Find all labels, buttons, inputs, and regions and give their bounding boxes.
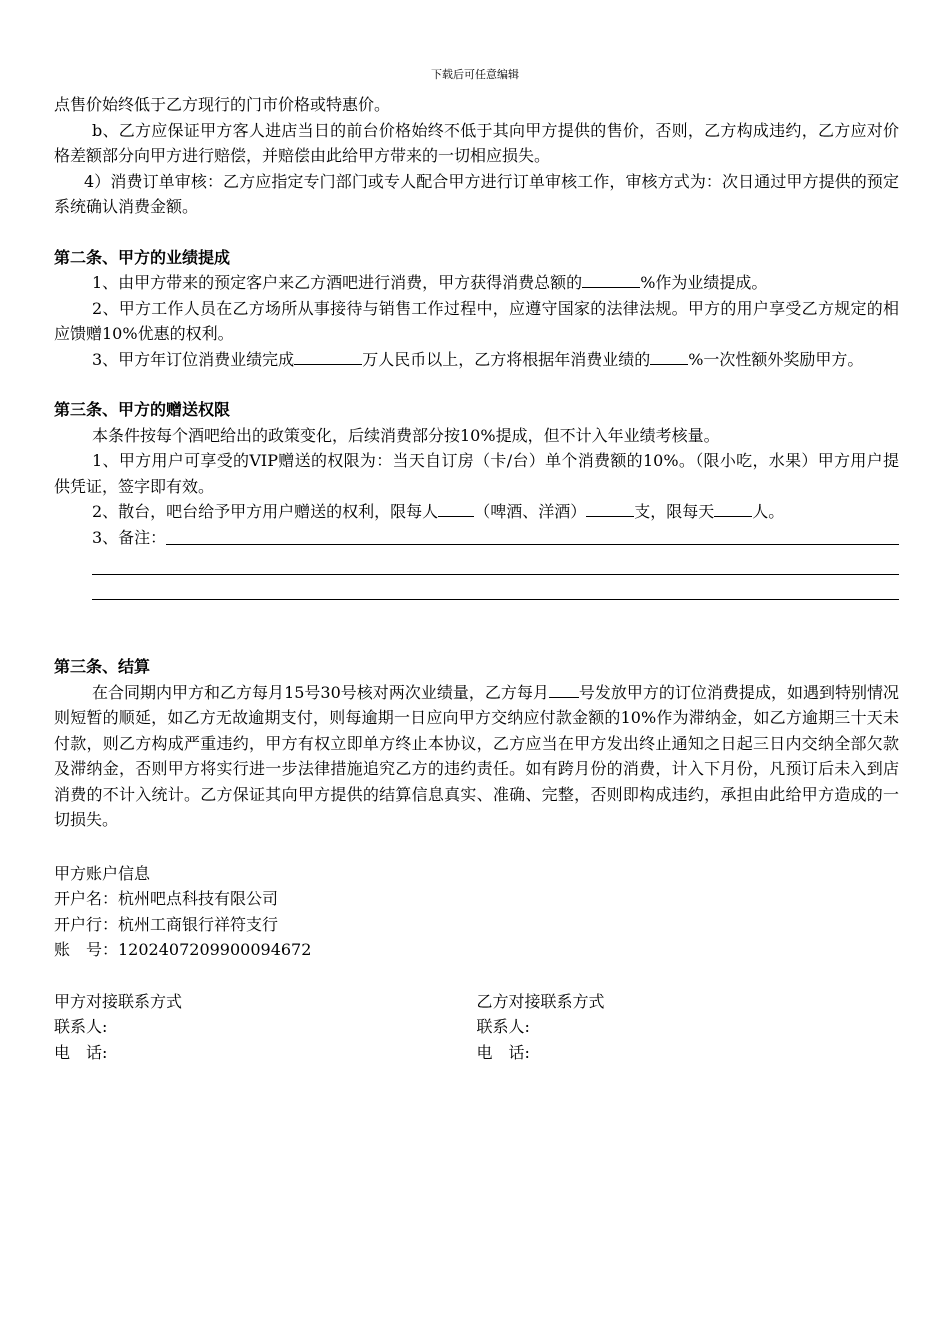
text: %作为业绩提成。 xyxy=(640,273,768,292)
account-number: 账 号：1202407209900094672 xyxy=(54,940,312,959)
text: （啤酒、洋酒） xyxy=(474,502,587,521)
paragraph xyxy=(54,680,899,833)
contact-phone: 电 话: xyxy=(476,1042,530,1062)
paragraph xyxy=(54,270,899,296)
remarks-row xyxy=(54,525,899,551)
text: 人。 xyxy=(752,502,785,521)
fill-blank[interactable] xyxy=(438,500,474,517)
text: 万人民币以上，乙方将根据年消费业绩的 xyxy=(362,349,651,369)
paragraph: 点售价始终低于乙方现行的门市价格或特惠价。 xyxy=(54,95,391,114)
text: 2、散台，吧台给予甲方用户赠送的权利，限每人 xyxy=(92,502,439,521)
remarks-line[interactable] xyxy=(92,550,899,575)
remarks-line[interactable] xyxy=(92,575,899,600)
page-header: 下载后可任意编辑 xyxy=(431,68,519,81)
fill-blank[interactable] xyxy=(294,348,362,365)
section-title: 第三条、甲方的赠送权限 xyxy=(54,400,231,419)
fill-blank[interactable] xyxy=(650,348,688,365)
fill-blank[interactable] xyxy=(582,271,640,288)
paragraph: 本条件按每个酒吧给出的政策变化，后续消费部分按10%提成，但不计入年业绩考核量。 xyxy=(92,425,720,445)
contact-party-b xyxy=(477,989,900,1066)
paragraph: 1、甲方用户可享受的VIP赠送的权限为：当天自订房（卡/台）单个消费额的10%。（限小吃，水果）甲方用户提供凭证，签字即有效。 xyxy=(54,451,899,496)
paragraph xyxy=(54,499,899,525)
remarks-field[interactable] xyxy=(166,525,899,546)
text: 在合同期内甲方和乙方每月15号30号核对两次业绩量，乙方每月 xyxy=(92,682,549,702)
account-info xyxy=(54,861,899,963)
document-body xyxy=(54,92,899,1065)
contact-title: 乙方对接联系方式 xyxy=(476,991,605,1011)
paragraph: 2、甲方工作人员在乙方场所从事接待与销售工作过程中，应遵守国家的法律法规。甲方的用户享受乙方规定的相应馈赠10%优惠的权利。 xyxy=(54,298,899,343)
contact-phone: 电 话: xyxy=(54,1042,108,1062)
text: 1、由甲方带来的预定客户来乙方酒吧进行消费，甲方获得消费总额的 xyxy=(92,273,583,292)
paragraph: b、乙方应保证甲方客人进店当日的前台价格始终不低于其向甲方提供的售价，否则，乙方构成违约，乙方应对价格差额部分向甲方进行赔偿，并赔偿由此给甲方带来的一切相应损失。 xyxy=(54,120,899,165)
text: 号发放甲方的订位消费提成，如遇到特别情况则短暂的顺延，如乙方无故逾期支付，则每逾期一日应向甲方交纳应付款金额的10%作为滞纳金，如乙方逾期三十天未付款，则乙方构成严重违约，甲方有权立即单方终止本协议，乙方应当在甲方发出终止通知之日起三日内交纳全部欠款及滞纳金，否则甲方将实行进一步法律措施追究乙方的违约责任。如有跨月份的消费，计入下月份，凡预订后未入到店消费的不计入统计。乙方保证其向甲方提供的结算信息真实、准确、完整，否则即构成违约，承担由此给甲方造成的一切损失。 xyxy=(54,682,899,829)
account-title: 甲方账户信息 xyxy=(54,863,151,883)
section-title: 第二条、甲方的业绩提成 xyxy=(54,247,231,267)
contacts xyxy=(54,989,899,1066)
account-name: 开户名：杭州吧点科技有限公司 xyxy=(54,889,279,908)
contact-party-a xyxy=(54,989,477,1066)
fill-blank[interactable] xyxy=(549,681,579,698)
fill-blank[interactable] xyxy=(586,500,634,517)
remarks-label: 3、备注： xyxy=(92,527,167,547)
fill-blank[interactable] xyxy=(714,500,752,517)
section-title: 第三条、结算 xyxy=(54,657,151,676)
text: 支，限每天 xyxy=(634,502,715,521)
contact-person: 联系人: xyxy=(476,1017,530,1036)
contact-person: 联系人: xyxy=(54,1017,108,1036)
paragraph xyxy=(54,347,899,373)
account-bank: 开户行：杭州工商银行祥符支行 xyxy=(54,914,279,934)
contact-title: 甲方对接联系方式 xyxy=(54,991,183,1011)
text: %一次性额外奖励甲方。 xyxy=(688,349,864,369)
paragraph: 4）消费订单审核：乙方应指定专门部门或专人配合甲方进行订单审核工作，审核方式为：次日通过甲方提供的预定系统确认消费金额。 xyxy=(54,171,899,216)
text: 3、甲方年订位消费业绩完成 xyxy=(92,349,295,369)
